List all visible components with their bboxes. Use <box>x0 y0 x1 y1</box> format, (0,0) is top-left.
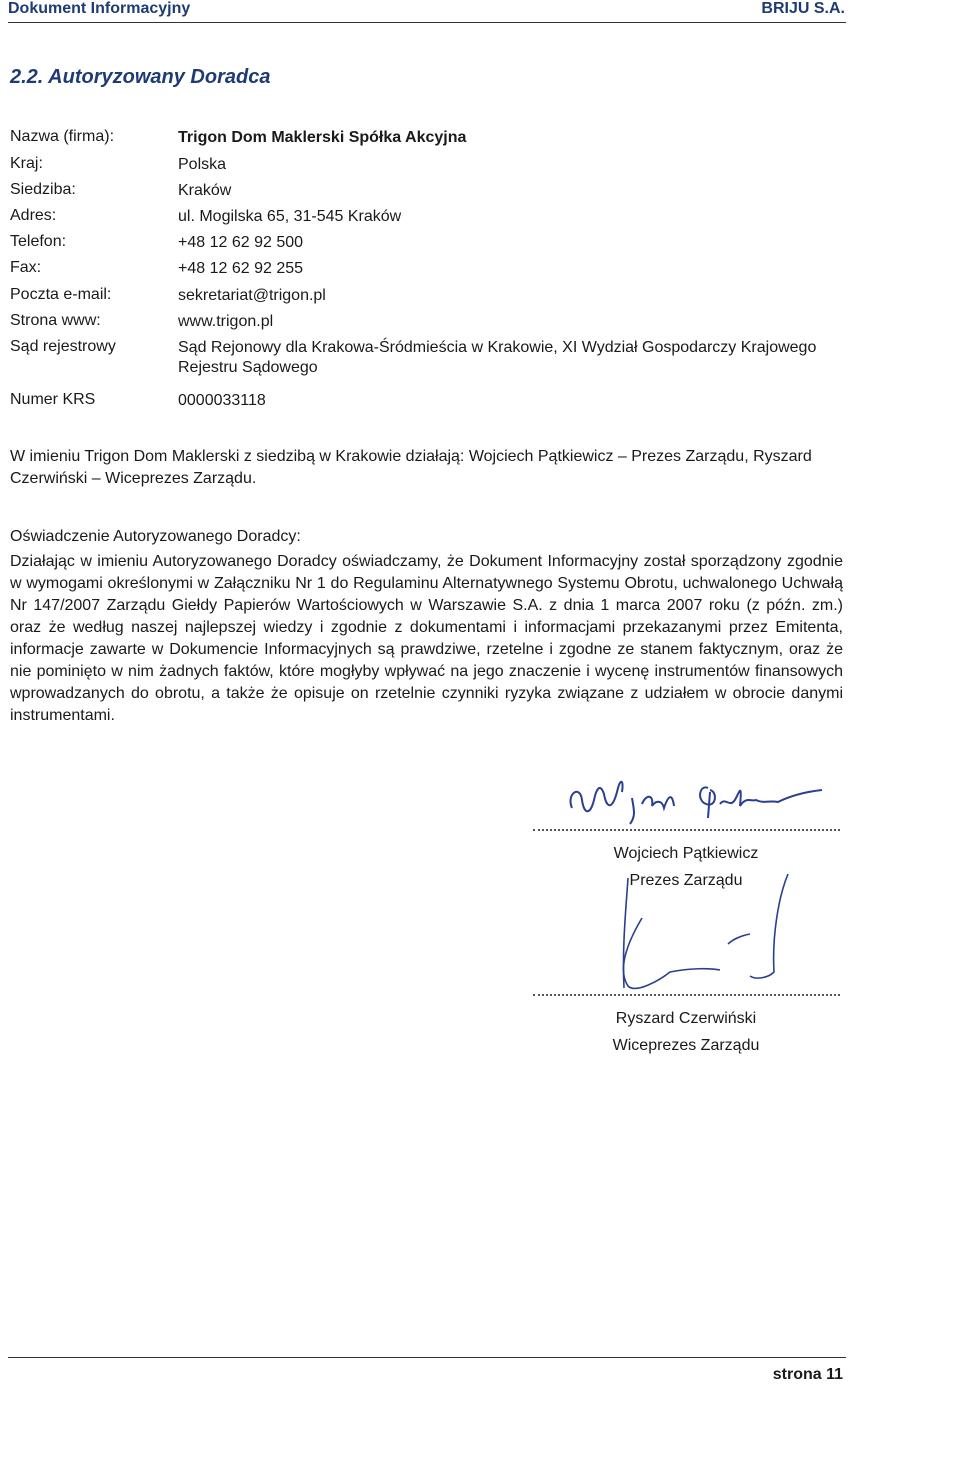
field-label-email: Poczta e-mail: <box>10 286 112 303</box>
field-label-address: Adres: <box>10 207 57 224</box>
footer-divider <box>8 1357 846 1358</box>
signatory-2-name: Ryszard Czerwiński <box>615 1010 757 1027</box>
field-value-krs: 0000033118 <box>178 392 266 409</box>
document-header-company: BRIJU S.A. <box>761 0 845 17</box>
signatory-1-name: Wojciech Pątkiewicz <box>613 845 759 862</box>
statement-heading: Oświadczenie Autoryzowanego Doradcy: <box>10 528 301 545</box>
page-number: strona 11 <box>772 1366 843 1383</box>
field-label-country: Kraj: <box>10 155 43 172</box>
field-value-fax: +48 12 62 92 255 <box>178 260 304 277</box>
representation-paragraph: W imieniu Trigon Dom Maklerski z siedzibą w Krakowie działają: Wojciech Pątkiewicz – Prezes Zarządu, Ryszard Czerwiński – Wiceprezes Zarządu. <box>10 448 812 487</box>
signature-pątkiewicz-image <box>560 770 840 830</box>
signature-line-2 <box>533 994 840 996</box>
field-label-krs: Numer KRS <box>10 391 96 408</box>
field-value-registry-court: Sąd Rejonowy dla Krakowa-Śródmieścia w Krakowie, XI Wydział Gospodarczy Krajowego Rejestru Sądowego <box>178 339 817 376</box>
field-label-phone: Telefon: <box>10 233 67 250</box>
field-value-seat: Kraków <box>178 182 232 199</box>
header-divider <box>8 22 846 23</box>
field-label-registry-court: Sąd rejestrowy <box>10 338 116 355</box>
field-label-name: Nazwa (firma): <box>10 128 115 145</box>
field-value-country: Polska <box>178 156 227 173</box>
field-label-fax: Fax: <box>10 259 42 276</box>
document-header-title: Dokument Informacyjny <box>8 0 191 17</box>
signatory-2-role: Wiceprezes Zarządu <box>612 1037 760 1054</box>
field-value-address: ul. Mogilska 65, 31-545 Kraków <box>178 208 402 225</box>
signature-line-1 <box>533 829 840 831</box>
field-label-website: Strona www: <box>10 312 101 329</box>
statement-body: Działając w imieniu Autoryzowanego Doradcy oświadczamy, że Dokument Informacyjny został sporządzony zgodnie w wymogami określonymi w Załączniku Nr 1 do Regulaminu Alternatywnego Systemu Obrotu, uchwalonego Uchwałą Nr 147/2007 Zarządu Giełdy Papierów Wartościowych w Warszawie S.A. z dnia 1 marca 2007 roku (z późn. zm.) oraz że według naszej najlepszej wiedzy i zgodnie z dokumentami i informacjami przekazanymi przez Emitenta, informacje zawarte w Dokumencie Informacyjnych są prawdziwe, rzetelne i zgodne ze stanem faktycznym, oraz że nie pominięto w nim żadnych faktów, które mogłyby wpływać na jego znaczenie i wycenę instrumentów finansowych wprowadzanych do obrotu, a także że opisuje on rzetelnie czynniki ryzyka związane z udziałem w obrocie danymi instrumentami. <box>10 553 843 724</box>
field-value-website: www.trigon.pl <box>178 313 274 330</box>
signature-czerwiński-image <box>600 868 800 998</box>
field-value-email: sekretariat@trigon.pl <box>178 287 326 304</box>
field-value-name: Trigon Dom Maklerski Spółka Akcyjna <box>178 129 467 146</box>
signatory-1-role: Prezes Zarządu <box>629 872 743 889</box>
section-title: 2.2. Autoryzowany Doradca <box>10 66 271 88</box>
field-label-seat: Siedziba: <box>10 181 76 198</box>
field-value-phone: +48 12 62 92 500 <box>178 234 304 251</box>
